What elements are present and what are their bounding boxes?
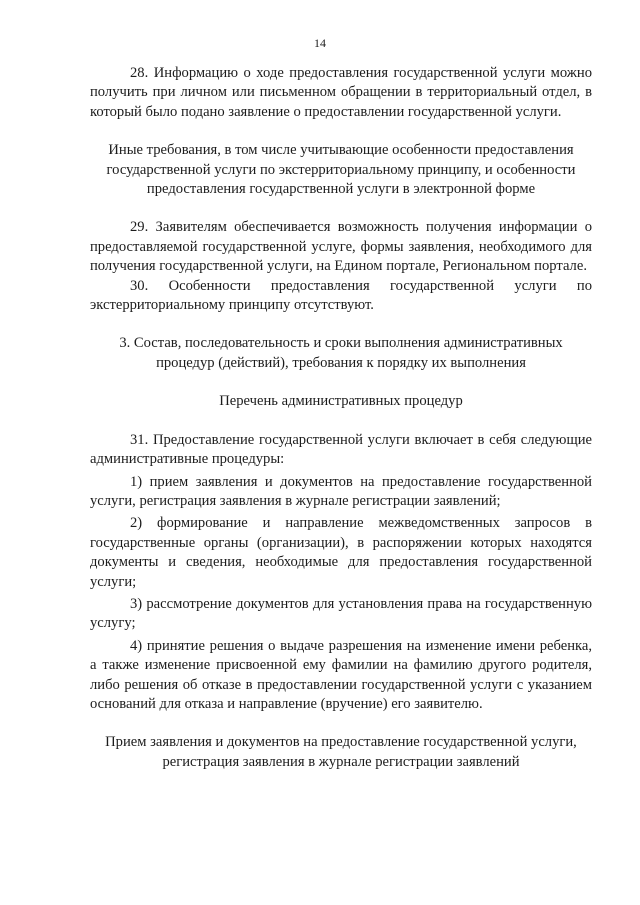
- paragraph-30: 30. Особенности предоставления государственной услуги по экстерриториальному принципу отсутствуют.: [90, 277, 592, 314]
- document-body: [90, 64, 592, 772]
- list-item-4: 4) принятие решения о выдаче разрешения на изменение имени ребенка, а также изменение присвоенной ему фамилии на фамилию другого родителя, либо решения об отказе в предоставлении государственной услуги с указанием оснований для отказа и направление (вручение) его заявителю.: [90, 637, 592, 712]
- list-item-1: 1) прием заявления и документов на предоставление государственной услуги, регистрация заявления в журнале регистрации заявлений;: [90, 473, 592, 509]
- heading-reception: Прием заявления и документов на предоставление государственной услуги, регистрация заявления в журнале регистрации заявлений: [105, 734, 577, 770]
- list-item-2: 2) формирование и направление межведомственных запросов в государственные органы (организации), в распоряжении которых находятся документы и сведения, необходимые для предоставления государственной услуги;: [90, 515, 592, 590]
- list-item-3: 3) рассмотрение документов для установления права на государственную услугу;: [90, 595, 592, 632]
- paragraph-31: 31. Предоставление государственной услуги включает в себя следующие административные процедуры:: [90, 431, 592, 468]
- page-number: 14: [314, 36, 326, 50]
- heading-section-3: 3. Состав, последовательность и сроки выполнения административных процедур (действий), требования к порядку их выполнения: [119, 335, 563, 371]
- paragraph-28: 28. Информацию о ходе предоставления государственной услуги можно получить при личном или письменном обращении в территориальный отдел, в который было подано заявление о предоставлении государственной услуги.: [90, 65, 592, 120]
- heading-other-requirements: Иные требования, в том числе учитывающие особенности предоставления государственной услуги по экстерриториальному принципу, и особенности предоставления государственной услуги в электронной форме: [106, 142, 576, 198]
- heading-procedures-list: Перечень административных процедур: [219, 393, 463, 410]
- paragraph-29: 29. Заявителям обеспечивается возможность получения информации о предоставляемой государственной услуге, формы заявления, необходимого для получения государственной услуги, на Едином портале, Региональном портале.: [90, 219, 592, 275]
